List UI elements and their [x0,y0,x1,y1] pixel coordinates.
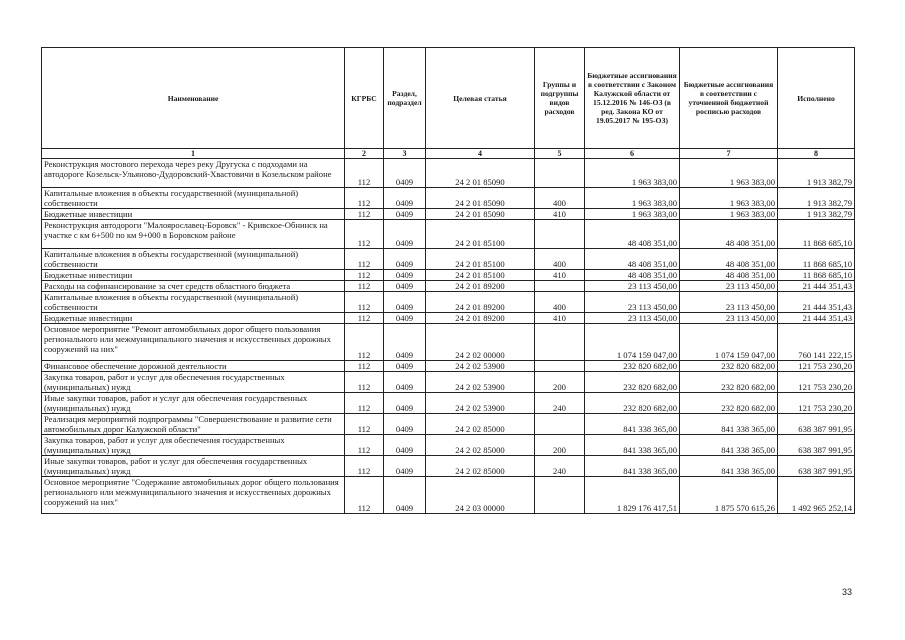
row-done-amount: 121 753 230,20 [778,393,855,414]
table-row [42,324,855,361]
row-kgrbs: 112 [345,220,384,249]
row-done-amount: 638 387 991,95 [778,414,855,435]
row-plan-amount: 48 408 351,00 [680,270,778,281]
row-plan-amount: 23 113 450,00 [680,313,778,324]
row-done-amount: 21 444 351,43 [778,292,855,313]
row-article: 24 2 02 53900 [426,361,535,372]
row-kgrbs: 112 [345,477,384,514]
table-row [42,188,855,209]
table-row [42,435,855,456]
row-article: 24 2 01 85090 [426,188,535,209]
row-article: 24 2 02 85000 [426,414,535,435]
row-done-amount: 121 753 230,20 [778,372,855,393]
row-kgrbs: 112 [345,324,384,361]
row-section: 0409 [384,313,426,324]
row-group [535,477,585,514]
row-name: Закупка товаров, работ и услуг для обеспечения государственных (муниципальных) нужд [42,372,345,393]
row-done-amount: 21 444 351,43 [778,281,855,292]
row-name: Бюджетные инвестиции [42,270,345,281]
row-article: 24 2 01 89200 [426,281,535,292]
table-row [42,281,855,292]
row-plan-amount: 1 963 383,00 [680,188,778,209]
table-row [42,393,855,414]
header-kgrbs: КГРБС [345,48,384,149]
row-name: Реализация мероприятий подпрограммы "Совершенствование и развитие сети автомобильных дорог Калужской области" [42,414,345,435]
row-kgrbs: 112 [345,159,384,188]
column-number: 4 [426,149,535,159]
row-plan-amount: 841 338 365,00 [680,435,778,456]
row-law-amount: 48 408 351,00 [585,220,680,249]
row-law-amount: 23 113 450,00 [585,281,680,292]
row-kgrbs: 112 [345,270,384,281]
row-group [535,281,585,292]
row-law-amount: 23 113 450,00 [585,292,680,313]
row-section: 0409 [384,220,426,249]
row-name: Реконструкция автодороги "Малоярославец-Боровск" - Кривское-Обнинск на участке с км 6+500 по км 9+000 в Боровском районе [42,220,345,249]
row-plan-amount: 48 408 351,00 [680,249,778,270]
header-law: Бюджетные ассигнования в соответствии с Законом Калужской области от 15.12.2016 № 146-ОЗ (в ред. Закона КО от 19.05.2017 № 195-ОЗ) [585,48,680,149]
row-law-amount: 1 829 176 417,51 [585,477,680,514]
table-row [42,209,855,220]
row-kgrbs: 112 [345,361,384,372]
column-number: 8 [778,149,855,159]
row-name: Бюджетные инвестиции [42,209,345,220]
row-done-amount: 21 444 351,43 [778,313,855,324]
row-plan-amount: 1 875 570 615,26 [680,477,778,514]
row-plan-amount: 1 074 159 047,00 [680,324,778,361]
row-kgrbs: 112 [345,313,384,324]
row-group: 200 [535,435,585,456]
column-number: 7 [680,149,778,159]
row-kgrbs: 112 [345,249,384,270]
row-name: Расходы на софинансирование за счет средств областного бюджета [42,281,345,292]
row-done-amount: 11 868 685,10 [778,270,855,281]
row-name: Основное мероприятие "Ремонт автомобильных дорог общего пользования регионального или межмуниципального значения и искусственных дорожных сооружений на них" [42,324,345,361]
column-number-row [42,149,855,159]
row-section: 0409 [384,249,426,270]
row-article: 24 2 01 85090 [426,209,535,220]
row-law-amount: 1 963 383,00 [585,159,680,188]
row-kgrbs: 112 [345,456,384,477]
row-article: 24 2 02 53900 [426,372,535,393]
row-law-amount: 232 820 682,00 [585,361,680,372]
row-group [535,361,585,372]
row-plan-amount: 232 820 682,00 [680,372,778,393]
row-name: Иные закупки товаров, работ и услуг для обеспечения государственных (муниципальных) нужд [42,393,345,414]
header-plan: Бюджетные ассигнования в соответствии с уточненной бюджетной росписью расходов [680,48,778,149]
column-number: 1 [42,149,345,159]
row-name: Капитальные вложения в объекты государственной (муниципальной) собственности [42,292,345,313]
row-article: 24 2 01 85090 [426,159,535,188]
header-article: Целевая статья [426,48,535,149]
row-group: 240 [535,393,585,414]
row-name: Финансовое обеспечение дорожной деятельности [42,361,345,372]
row-group: 400 [535,249,585,270]
row-group [535,414,585,435]
row-group [535,220,585,249]
row-group [535,159,585,188]
row-group: 410 [535,313,585,324]
row-plan-amount: 232 820 682,00 [680,393,778,414]
row-group [535,324,585,361]
row-article: 24 2 03 00000 [426,477,535,514]
table-row [42,456,855,477]
row-done-amount: 638 387 991,95 [778,435,855,456]
column-number: 6 [585,149,680,159]
row-section: 0409 [384,456,426,477]
row-law-amount: 841 338 365,00 [585,414,680,435]
row-article: 24 2 01 85100 [426,270,535,281]
row-law-amount: 1 074 159 047,00 [585,324,680,361]
row-group: 410 [535,270,585,281]
row-article: 24 2 02 53900 [426,393,535,414]
column-number: 2 [345,149,384,159]
row-done-amount: 1 913 382,79 [778,209,855,220]
table-row [42,313,855,324]
row-done-amount: 1 913 382,79 [778,159,855,188]
row-law-amount: 23 113 450,00 [585,313,680,324]
row-article: 24 2 02 00000 [426,324,535,361]
row-law-amount: 48 408 351,00 [585,249,680,270]
row-section: 0409 [384,324,426,361]
row-law-amount: 1 963 383,00 [585,188,680,209]
row-name: Основное мероприятие "Содержание автомобильных дорог общего пользования регионального или межмуниципального значения и искусственных дорожных сооружений на них" [42,477,345,514]
row-done-amount: 121 753 230,20 [778,361,855,372]
header-done: Исполнено [778,48,855,149]
row-plan-amount: 23 113 450,00 [680,281,778,292]
table-row [42,372,855,393]
row-law-amount: 841 338 365,00 [585,435,680,456]
row-plan-amount: 23 113 450,00 [680,292,778,313]
header-row [42,48,855,149]
table-body [42,159,855,514]
row-group: 400 [535,292,585,313]
row-law-amount: 48 408 351,00 [585,270,680,281]
row-article: 24 2 01 85100 [426,220,535,249]
row-kgrbs: 112 [345,281,384,292]
row-law-amount: 1 963 383,00 [585,209,680,220]
table-row [42,361,855,372]
row-kgrbs: 112 [345,209,384,220]
row-plan-amount: 48 408 351,00 [680,220,778,249]
row-name: Капитальные вложения в объекты государственной (муниципальной) собственности [42,249,345,270]
row-article: 24 2 02 85000 [426,435,535,456]
column-number: 5 [535,149,585,159]
row-law-amount: 232 820 682,00 [585,372,680,393]
row-name: Реконструкция мостового перехода через реку Другуска с подходами на автодороге Козельск-Ульяново-Дудоровский-Хвастовичи в Козельском районе [42,159,345,188]
row-plan-amount: 1 963 383,00 [680,159,778,188]
row-done-amount: 760 141 222,15 [778,324,855,361]
table-row [42,292,855,313]
row-section: 0409 [384,281,426,292]
table-row [42,159,855,188]
table-row [42,220,855,249]
row-done-amount: 1 492 965 252,14 [778,477,855,514]
header-group: Группы и подгруппы видов расходов [535,48,585,149]
row-section: 0409 [384,414,426,435]
row-kgrbs: 112 [345,372,384,393]
row-article: 24 2 02 85000 [426,456,535,477]
row-plan-amount: 841 338 365,00 [680,456,778,477]
row-article: 24 2 01 89200 [426,313,535,324]
row-plan-amount: 841 338 365,00 [680,414,778,435]
row-article: 24 2 01 85100 [426,249,535,270]
table-row [42,249,855,270]
row-kgrbs: 112 [345,435,384,456]
row-done-amount: 638 387 991,95 [778,456,855,477]
budget-table [41,47,855,514]
row-name: Закупка товаров, работ и услуг для обеспечения государственных (муниципальных) нужд [42,435,345,456]
column-number: 3 [384,149,426,159]
row-section: 0409 [384,477,426,514]
header-section: Раздел, подраздел [384,48,426,149]
row-done-amount: 11 868 685,10 [778,220,855,249]
row-done-amount: 11 868 685,10 [778,249,855,270]
row-section: 0409 [384,188,426,209]
row-plan-amount: 1 963 383,00 [680,209,778,220]
row-kgrbs: 112 [345,188,384,209]
row-section: 0409 [384,361,426,372]
row-section: 0409 [384,270,426,281]
row-kgrbs: 112 [345,292,384,313]
row-law-amount: 841 338 365,00 [585,456,680,477]
row-group: 400 [535,188,585,209]
row-name: Капитальные вложения в объекты государственной (муниципальной) собственности [42,188,345,209]
row-done-amount: 1 913 382,79 [778,188,855,209]
table-row [42,477,855,514]
row-group: 200 [535,372,585,393]
row-kgrbs: 112 [345,393,384,414]
table-row [42,270,855,281]
row-plan-amount: 232 820 682,00 [680,361,778,372]
row-section: 0409 [384,159,426,188]
row-name: Иные закупки товаров, работ и услуг для обеспечения государственных (муниципальных) нужд [42,456,345,477]
row-group: 410 [535,209,585,220]
row-section: 0409 [384,292,426,313]
table-row [42,414,855,435]
page-number: 33 [842,587,853,597]
row-group: 240 [535,456,585,477]
row-section: 0409 [384,372,426,393]
row-section: 0409 [384,209,426,220]
row-law-amount: 232 820 682,00 [585,393,680,414]
row-section: 0409 [384,435,426,456]
row-section: 0409 [384,393,426,414]
row-kgrbs: 112 [345,414,384,435]
row-article: 24 2 01 89200 [426,292,535,313]
row-name: Бюджетные инвестиции [42,313,345,324]
header-name: Наименование [42,48,345,149]
